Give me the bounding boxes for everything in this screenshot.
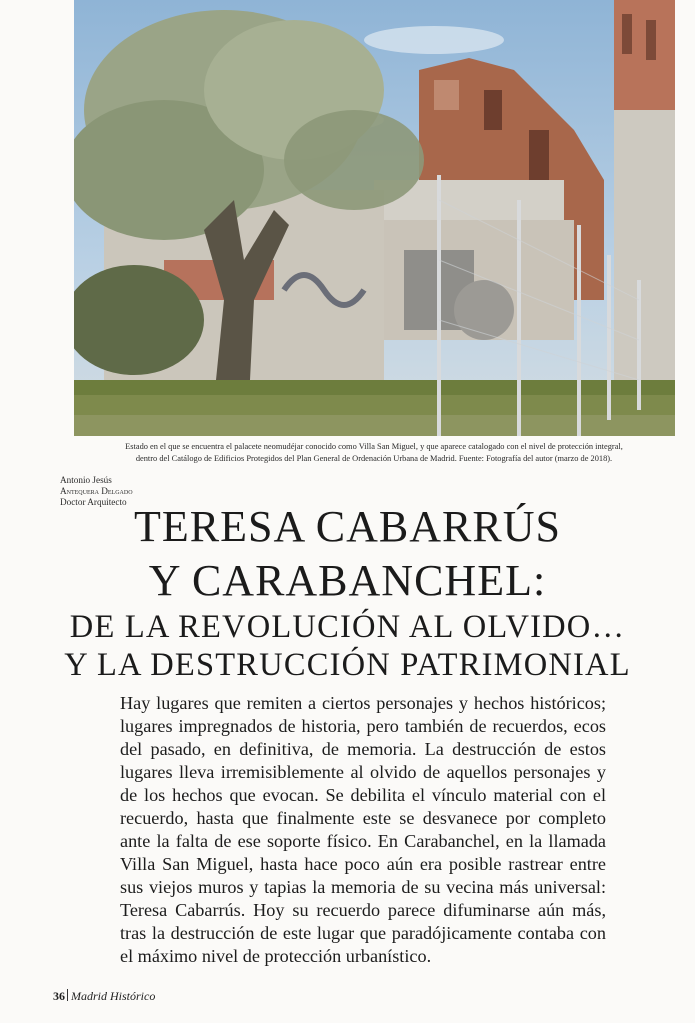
abstract-line: tras la destrucción de este lugar que paradójicamente contaba con (120, 923, 606, 943)
subtitle-line-1: DE LA REVOLUCIÓN AL OLVIDO… (69, 609, 626, 645)
abstract-line: del pasado, en definitiva, de memoria. La destrucción de estos (120, 739, 606, 759)
title-line-2: Y CARABANCHEL: (148, 556, 547, 605)
abstract-line: sus viejos muros y tapias la memoria de su vecina más universal: (120, 877, 606, 897)
abstract-line: Hay lugares que remiten a ciertos personajes y hechos históricos; (120, 693, 606, 713)
author-surname: Antequera Delgado (60, 486, 133, 496)
title-line-1: TERESA CABARRÚS (134, 502, 561, 551)
photo-illustration (74, 0, 675, 436)
abstract-line: lugares impregnados de historia, pero también de recuerdos, ecos (120, 716, 606, 736)
footer-divider (67, 989, 68, 1001)
page-footer (53, 988, 155, 1004)
caption-line-1: Estado en el que se encuentra el palacete neomudéjar conocido como Villa San Miguel, y que aparece catalogado con el nivel de protección integral, (125, 442, 623, 451)
abstract-line: lugares lleva irremisiblemente al olvido de aquellos personajes y (120, 762, 606, 782)
subtitle-line-2: Y LA DESTRUCCIÓN PATRIMONIAL (64, 647, 631, 683)
author-role: Doctor Arquitecto (60, 497, 127, 507)
ruined-building-photo (74, 0, 675, 436)
abstract-line: recuerdo, hasta que finalmente este se desvanece por completo (120, 808, 606, 828)
abstract-line: ante la falta de ese soporte físico. En Carabanchel, en la llamada (120, 831, 606, 851)
page-number: 36 (53, 989, 65, 1003)
abstract-line: el máximo nivel de protección urbanístico. (120, 946, 432, 966)
abstract-line: de los hechos que evocan. Se debilita el vínculo material con el (120, 785, 606, 805)
photo-caption (60, 441, 688, 465)
caption-line-2: dentro del Catálogo de Edificios Protegidos del Plan General de Ordenación Urbana de Madrid. Fuente: Fotografía del autor (marzo de 2018). (135, 454, 613, 463)
author-name (60, 475, 133, 497)
author-first-name: Antonio Jesús (60, 475, 112, 485)
abstract-line: Villa San Miguel, hasta hace poco aún era posible rastrear entre (120, 854, 606, 874)
abstract-line: Teresa Cabarrús. Hoy su recuerdo parece difuminarse aún más, (120, 900, 606, 920)
abstract-paragraph (120, 692, 606, 968)
magazine-name: Madrid Histórico (71, 989, 156, 1003)
